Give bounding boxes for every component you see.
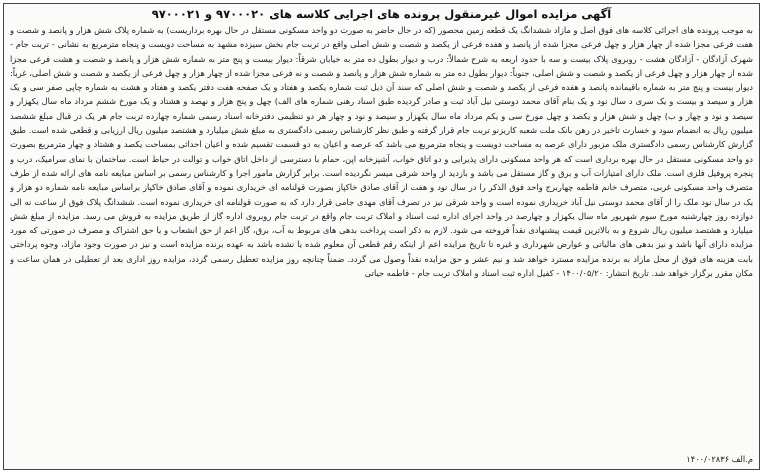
notice-footer: م.الف ۱۴۰۰/۰۲۸۳۶ bbox=[686, 454, 753, 464]
notice-title: آگهی مزایده اموال غیرمنقول پرونده های اجرایی کلاسه های ۹۷۰۰۰۲۰ و ۹۷۰۰۰۲۱ bbox=[151, 7, 612, 21]
notice-body: به موجب پرونده های اجرائی کلاسه های فوق اصل و مازاد ششدانگ یک قطعه زمین محصور (که در حال حاضر به صورت دو واحد مسکونی مستقل در حال بهره برداریست) به شماره پلاک شش هزار و پانصد و شصت و هفت فرعی مجزا شده از چهار هزار و چهل فرعی مجزا شده از پانصد و هفده فرعی از یکصد و شصت و شش اصلی واقع در تربت جام بخش سیزده مشهد به مساحت دویست و پنجاه مترمربع به نشانی - تربت جام - شهرک آزادگان - آزادگان هشت - روبروی پلاک بیست و سه با حدود اربعه به شرح شمالاً: درب و دیوار بطول ده متر به خیابان شرقاً: دیوار بیست و پنج متر به شماره شش هزار و پانصد و شصت و هشت فرعی مجزا شده از چهار هزار و چهل فرعی از یکصد و شصت و شش اصلی، جنوباً: دیوار بطول ده متر به شماره شش هزار و پانصد و شصت و نه فرعی مجزا شده از چهار هزار و چهل فرعی از یکصد و شصت و شش اصلی، غرباً: دیوار بیست و پنج متر به شماره باقیمانده پانصد و هفده فرعی از یکصد و شصت و شش اصلی که سند آن ذیل ثبت شماره یکصد و هفتاد و یک صفحه هفت دفتر یکصد و هفتاد و هشت به شماره چاپی صفر سی و یک هزار و سیصد و بیست و یک سری د سال نود و یک بنام آقای محمد دوستی نیل آباد ثبت و صادر گردیده طبق اسناد رهنی شماره های الف) چهل و پنج هزار و نهصد و هشتاد و یک مورخ ششم مرداد ماه سال یکهزار و سیصد و نود و چهار و ب) چهل و شش هزار و یکصد و چهل مورخ سی و یکم مرداد ماه سال یکهزار و سیصد و نود و چهار هر دو تنظیمی دفترخانه اسناد رسمی شماره چهارده تربت جام هر یک در قبال مبلغ ششصد میلیون ریال به انضمام سود و خسارت تاخیر در رهن بانک ملت شعبه کاریزنو تربت جام قرار گرفته و طبق نظر کارشناس رسمی دادگستری به مبلغ شش میلیارد و هشتصد میلیون ریال ارزیابی و قطعی شده است. طبق گزارش کارشناس رسمی دادگستری ملک مزبور دارای عرصه به مساحت دویست و پنجاه مترمربع می باشد که عرصه و اعیان به دو قسمت تقسیم شده و اعیان احداثی بمساحت یکصد و هشتاد و چهار مترمربع بصورت دو واحد مسکونی مستقل در حال بهره برداری است که هر واحد مسکونی دارای پذیرایی و دو اتاق خواب، آشپزخانه اپن، حمام با دسترسی از داخل اتاق خواب و توالت در حیاط است. ساختمان با نمای سرامیک، درب و پنجره پروفیل فلزی است. ملک دارای امتیازات آب و برق و گاز مستقل می باشد و بازدید از واحد شرقی میسر نگردیده است. برابر گزارش مامور اجرا و کارشناس رسمی بر اساس مبایعه نامه های ارائه شده از طرف متصرف واحد مسکونی غربی، متصرف خانم فاطمه چهاربرج واحد فوق الذکر را در سال نود و هفت از آقای صادق خاکپاز بصورت قولنامه ای خریداری نموده و آقای صادق خاکپاز براساس مبایعه نامه شماره دو هزار و یک در سال نود ملک را از آقای محمد دوستی نیل آباد خریداری نموده است و واحد شرقی نیز در تصرف آقای مهدی جامی قرار دارد که به صورت قولنامه ای خریداری نموده است. ششدانگ پلاک فوق از ساعت نه الی دوازده روز چهارشنبه مورخ سوم شهریور ماه سال یکهزار و چهارصد در واحد اجرای اداره ثبت اسناد و املاک تربت جام واقع در تربت جام روبروی اداره گاز از طریق مزایده به فروش می رسد. مزایده از مبلغ شش میلیارد و هشتصد میلیون ریال شروع و به بالاترین قیمت پیشنهادی نقداً فروخته می شود. لازم به ذکر است پرداخت بدهی های مربوط به آب، برق، گاز اعم از حق انشعاب و یا حق اشتراک و مصرف در صورتی که مورد مزایده دارای آنها باشد و نیز بدهی های مالیاتی و عوارض شهرداری و غیره تا تاریخ مزایده اعم از اینکه رقم قطعی آن معلوم شده یا نشده باشد به عهده برنده مزایده است و نیز در صورت وجود مازاد، وجوه پرداختی بابت هزینه های فوق از محل مازاد به برنده مزایده مسترد خواهد شد و نیم عشر و حق مزایده نقداً وصول می گردد. ضمناً چنانچه روز مزایده تعطیل رسمی گردد، مزایده روز اداری بعد از تعطیلی در همان ساعت و مکان مقرر برگزار خواهد شد. تاریخ انتشار: ۱۴۰۰/۰۵/۲۰ - کفیل اداره ثبت اسناد و املاک تربت جام - فاطمه حیاتی bbox=[10, 25, 753, 279]
auction-notice bbox=[3, 3, 760, 470]
